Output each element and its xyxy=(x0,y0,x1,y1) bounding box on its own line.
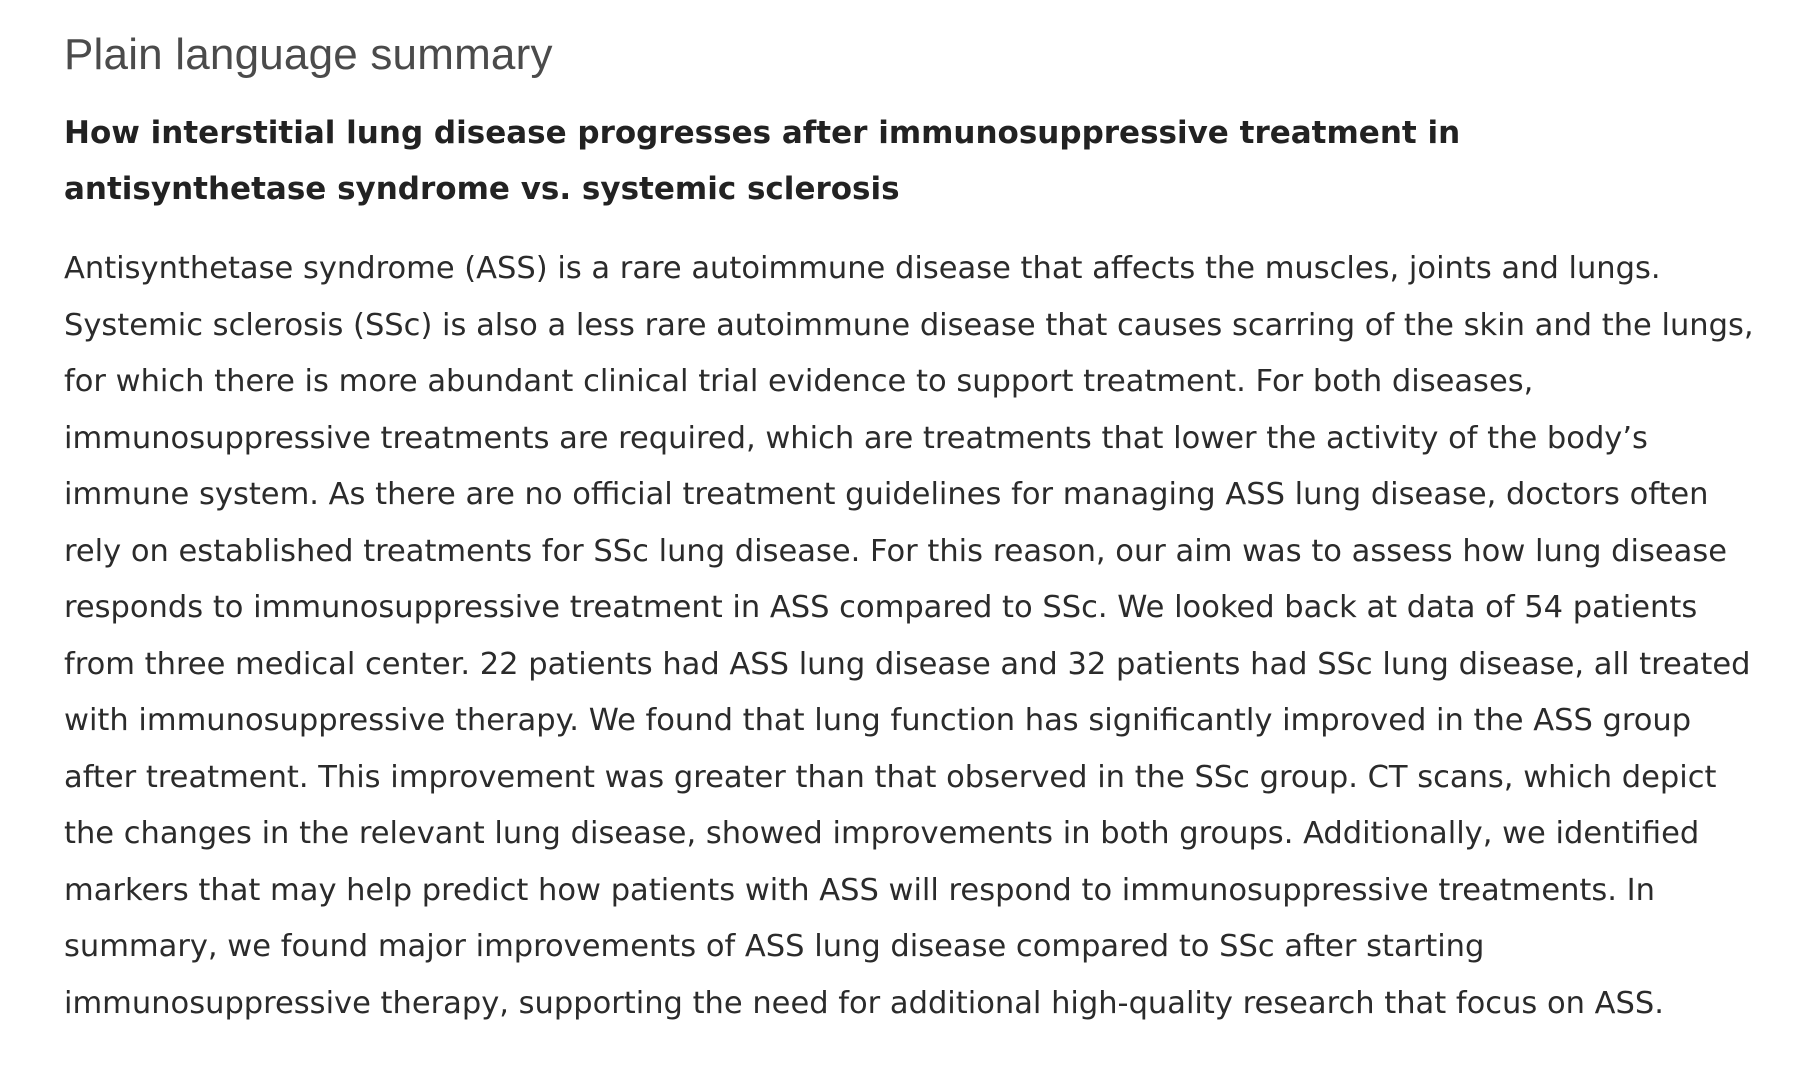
summary-body: Antisynthetase syndrome (ASS) is a rare autoimmune disease that affects the muscles, joints and lungs. Systemic sclerosis (SSc) is also a less rare autoimmune disease that causes scarring of the skin and the lungs, for which there is more abundant clinical trial evidence to support treatment. For both diseases, immunosuppressive treatments are required, which are treatments that lower the activity of the body’s immune system. As there are no official treatment guidelines for managing ASS lung disease, doctors often rely on established treatments for SSc lung disease. For this reason, our aim was to assess how lung disease responds to immunosuppressive treatment in ASS compared to SSc. We looked back at data of 54 patients from three medical center. 22 patients had ASS lung disease and 32 patients had SSc lung disease, all treated with immunosuppressive therapy. We found that lung function has significantly improved in the ASS group after treatment. This improvement was greater than that observed in the SSc group. CT scans, which depict the changes in the relevant lung disease, showed improvements in both groups. Additionally, we identified markers that may help predict how patients with ASS will respond to immunosuppressive treatments. In summary, we found major improvements of ASS lung disease compared to SSc after starting immunosuppressive therapy, supporting the need for additional high-quality research that focus on ASS. xyxy=(64,251,1754,1021)
summary-heading: How interstitial lung disease progresses after immunosuppressive treatment in antisynthetase syndrome vs. systemic sclerosis xyxy=(64,115,1461,207)
plain-language-summary-section xyxy=(64,0,1754,1032)
section-title: Plain language summary xyxy=(64,30,553,79)
